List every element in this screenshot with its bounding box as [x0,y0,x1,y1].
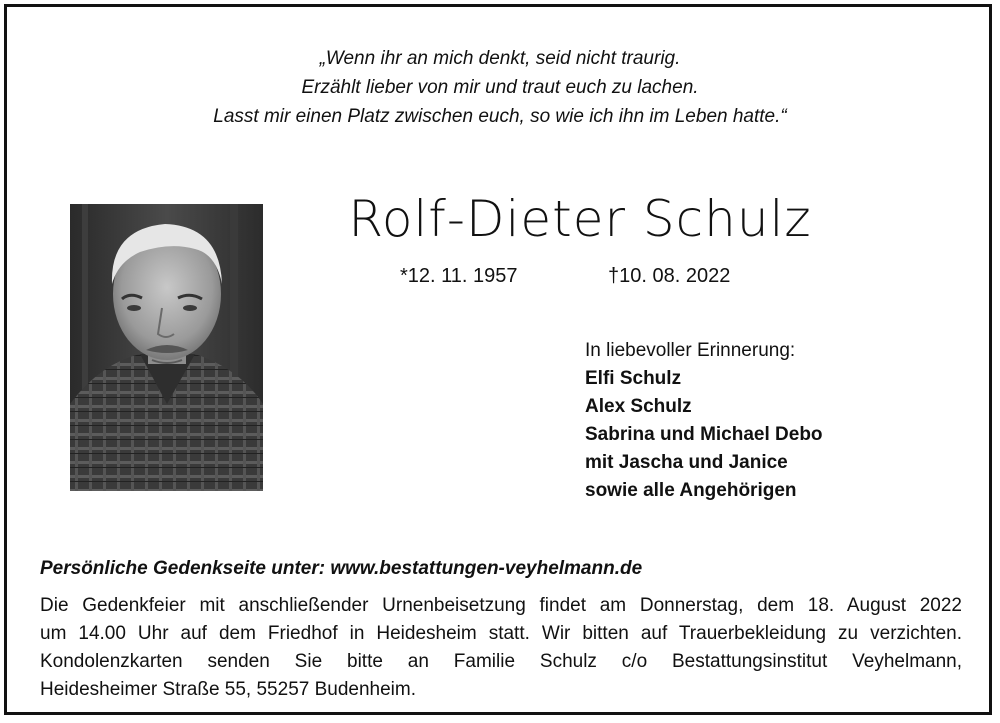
ceremony-line: um 14.00 Uhr auf dem Friedhof in Heidesheim statt. Wir bitten auf Trauerbekleidung zu verzichten. [40,623,962,644]
memorial-page-link[interactable]: Persönliche Gedenkseite unter: www.bestattungen-veyhelmann.de [40,558,643,579]
birth-date: *12. 11. 1957 [400,265,518,287]
family-list [585,337,823,505]
ceremony-line: Die Gedenkfeier mit anschließender Urnenbeisetzung findet am Donnerstag, dem 18. August 2022 [40,595,962,616]
death-date: †10. 08. 2022 [608,265,731,287]
family-member: Sabrina und Michael Debo [585,424,823,445]
quote [150,44,850,131]
quote-line: Lasst mir einen Platz zwischen euch, so wie ich ihn im Leben hatte.“ [213,106,787,127]
family-member: Elfi Schulz [585,368,682,389]
ceremony-text [40,592,962,704]
deceased-name: Rolf-Dieter Schulz [348,190,812,248]
quote-line: „Wenn ihr an mich denkt, seid nicht traurig. [319,48,681,69]
family-intro: In liebevoller Erinnerung: [585,340,796,361]
ceremony-line: Heidesheimer Straße 55, 55257 Budenheim. [40,679,417,700]
ceremony-line: Kondolenzkarten senden Sie bitte an Familie Schulz c/o Bestattungsinstitut Veyhelmann, [40,651,962,672]
family-member: sowie alle Angehörigen [585,480,797,501]
quote-line: Erzählt lieber von mir und traut euch zu lachen. [301,77,699,98]
family-member: mit Jascha und Janice [585,452,788,473]
family-member: Alex Schulz [585,396,692,417]
portrait-photo [70,204,263,491]
